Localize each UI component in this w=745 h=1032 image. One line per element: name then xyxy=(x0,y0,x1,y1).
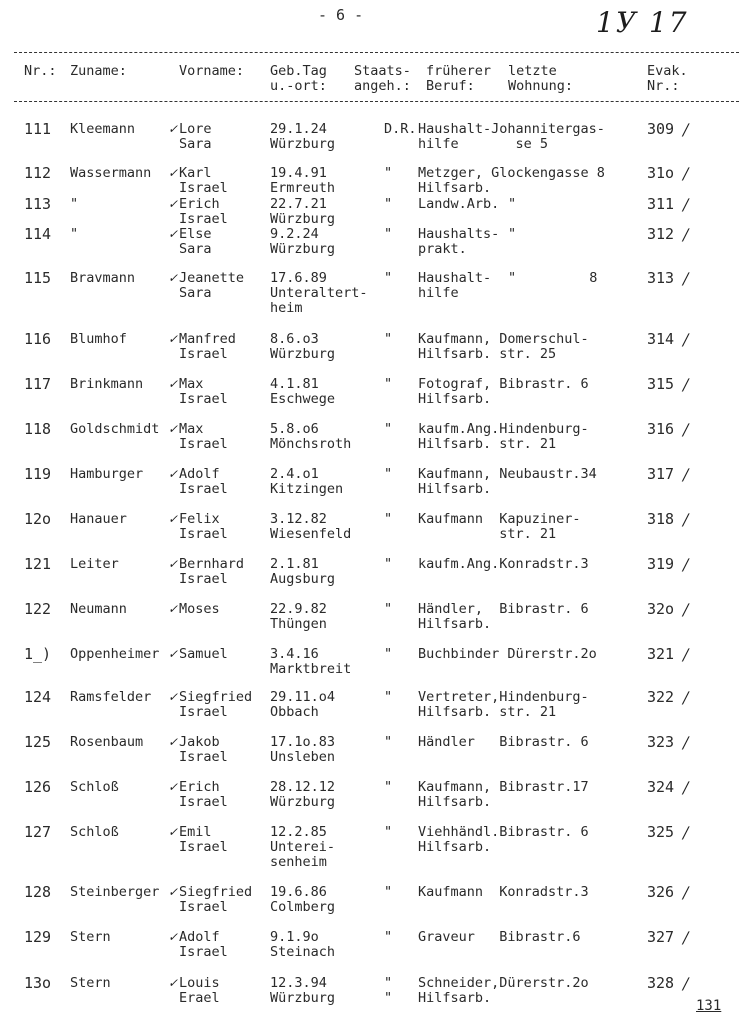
header-zuname: Zuname: xyxy=(70,63,127,79)
occupation-address: Händler, Bibrastr. 6 Hilfsarb. xyxy=(418,601,589,632)
citizenship: " xyxy=(384,270,393,286)
evacuation-number: 31o xyxy=(647,164,675,182)
first-name: Adolf Israel xyxy=(179,929,228,960)
first-name: Siegfried Israel xyxy=(179,689,253,720)
birth-date-place: 9.2.24 Würzburg xyxy=(270,226,336,257)
surname: Stern xyxy=(70,929,111,945)
last-address: " xyxy=(508,226,517,242)
checkmark-icon: ∕ xyxy=(683,733,689,752)
surname: Steinberger xyxy=(70,884,160,900)
citizenship: " xyxy=(384,556,393,572)
evacuation-number: 325 xyxy=(647,823,675,841)
checkmark-icon: ✓ xyxy=(168,647,179,661)
first-name: Felix Israel xyxy=(179,511,228,542)
birth-date-place: 8.6.o3 Würzburg xyxy=(270,331,336,362)
citizenship: " " xyxy=(384,975,393,1006)
surname: Goldschmidt xyxy=(70,421,160,437)
first-name: Samuel xyxy=(179,646,228,662)
checkmark-icon: ✓ xyxy=(168,122,179,136)
checkmark-icon: ✓ xyxy=(168,467,179,481)
evacuation-number: 314 xyxy=(647,330,675,348)
header-nr: Nr.: xyxy=(24,63,57,79)
row-number: 116 xyxy=(24,330,52,348)
evacuation-number: 32o xyxy=(647,600,675,618)
checkmark-icon: ∕ xyxy=(683,269,689,288)
checkmark-icon: ∕ xyxy=(683,330,689,349)
citizenship: " xyxy=(384,331,393,347)
checkmark-icon: ✓ xyxy=(168,885,179,899)
checkmark-icon: ✓ xyxy=(168,557,179,571)
citizenship: " xyxy=(384,511,393,527)
birth-date-place: 9.1.9o Steinach xyxy=(270,929,336,960)
evacuation-number: 319 xyxy=(647,555,675,573)
surname: Hamburger xyxy=(70,466,144,482)
checkmark-icon: ✓ xyxy=(168,271,179,285)
citizenship: " xyxy=(384,226,393,242)
first-name: Louis Erael xyxy=(179,975,220,1006)
checkmark-icon: ✓ xyxy=(168,422,179,436)
citizenship: " xyxy=(384,165,393,181)
row-number: 122 xyxy=(24,600,52,618)
row-number: 124 xyxy=(24,688,52,706)
surname: Leiter xyxy=(70,556,119,572)
birth-date-place: 2.1.81 Augsburg xyxy=(270,556,336,587)
occupation-address: Buchbinder Dürerstr.2o xyxy=(418,646,597,662)
surname: Bravmann xyxy=(70,270,136,286)
evacuation-number: 311 xyxy=(647,195,675,213)
row-number: 127 xyxy=(24,823,52,841)
checkmark-icon: ✓ xyxy=(168,166,179,180)
first-name: Max Israel xyxy=(179,421,228,452)
occupation-address: Kaufmann, Bibrastr.17 Hilfsarb. xyxy=(418,779,589,810)
first-name: Karl Israel xyxy=(179,165,228,196)
occupation-address: Händler Bibrastr. 6 xyxy=(418,734,589,750)
surname: Hanauer xyxy=(70,511,127,527)
citizenship: " xyxy=(384,646,393,662)
header-top-rule xyxy=(14,52,739,53)
checkmark-icon: ✓ xyxy=(168,825,179,839)
birth-date-place: 22.7.21 Würzburg xyxy=(270,196,336,227)
checkmark-icon: ∕ xyxy=(683,823,689,842)
surname: " xyxy=(70,226,79,242)
evacuation-number: 321 xyxy=(647,645,675,663)
first-name: Siegfried Israel xyxy=(179,884,253,915)
checkmark-icon: ✓ xyxy=(168,780,179,794)
citizenship: " xyxy=(384,376,393,392)
evacuation-number: 309 xyxy=(647,120,675,138)
checkmark-icon: ✓ xyxy=(168,512,179,526)
row-number: 1_) xyxy=(24,645,52,663)
occupation-address: kaufm.Ang.Konradstr.3 xyxy=(418,556,589,572)
citizenship: " xyxy=(384,601,393,617)
header-geb: Geb.Tag u.-ort: xyxy=(270,63,327,94)
checkmark-icon: ✓ xyxy=(168,930,179,944)
checkmark-icon: ∕ xyxy=(683,195,689,214)
surname: Blumhof xyxy=(70,331,127,347)
first-name: Lore Sara xyxy=(179,121,212,152)
row-number: 114 xyxy=(24,225,52,243)
header-staats: Staats- angeh.: xyxy=(354,63,411,94)
bottom-handwritten-number: 131 xyxy=(696,998,722,1014)
row-number: 121 xyxy=(24,555,52,573)
birth-date-place: 2.4.o1 Kitzingen xyxy=(270,466,344,497)
row-number: 13o xyxy=(24,974,52,992)
first-name: Max Israel xyxy=(179,376,228,407)
birth-date-place: 29.1.24 Würzburg xyxy=(270,121,336,152)
first-name: Emil Israel xyxy=(179,824,228,855)
first-name: Erich Israel xyxy=(179,196,228,227)
page-number: - 6 - xyxy=(318,6,364,24)
row-number: 12o xyxy=(24,510,52,528)
evacuation-number: 323 xyxy=(647,733,675,751)
birth-date-place: 19.6.86 Colmberg xyxy=(270,884,336,915)
occupation-address: Kaufmann Konradstr.3 xyxy=(418,884,589,900)
occupation-address: Graveur Bibrastr.6 xyxy=(418,929,581,945)
row-number: 128 xyxy=(24,883,52,901)
checkmark-icon: ∕ xyxy=(683,164,689,183)
row-number: 129 xyxy=(24,928,52,946)
citizenship: " xyxy=(384,421,393,437)
evacuation-number: 326 xyxy=(647,883,675,901)
first-name: Manfred Israel xyxy=(179,331,236,362)
occupation-address: Haushalts- prakt. xyxy=(418,226,500,257)
checkmark-icon: ∕ xyxy=(683,688,689,707)
handwritten-annotation: 1У 17 xyxy=(596,6,689,39)
checkmark-icon: ∕ xyxy=(683,778,689,797)
first-name: Jakob Israel xyxy=(179,734,228,765)
surname: " xyxy=(70,196,79,212)
checkmark-icon: ∕ xyxy=(683,465,689,484)
checkmark-icon: ∕ xyxy=(683,510,689,529)
surname: Stern xyxy=(70,975,111,991)
first-name: Else Sara xyxy=(179,226,212,257)
last-address: " xyxy=(508,196,517,212)
checkmark-icon: ∕ xyxy=(683,645,689,664)
citizenship: " xyxy=(384,689,393,705)
surname: Schloß xyxy=(70,824,119,840)
checkmark-icon: ∕ xyxy=(683,974,689,993)
occupation-address: Schneider,Dürerstr.2o Hilfsarb. xyxy=(418,975,589,1006)
checkmark-icon: ✓ xyxy=(168,690,179,704)
birth-date-place: 17.1o.83 Unsleben xyxy=(270,734,336,765)
birth-date-place: 29.11.o4 Obbach xyxy=(270,689,336,720)
evacuation-number: 315 xyxy=(647,375,675,393)
citizenship: " xyxy=(384,779,393,795)
surname: Rosenbaum xyxy=(70,734,144,750)
header-wohnung: letzte Wohnung: xyxy=(508,63,574,94)
surname: Ramsfelder xyxy=(70,689,152,705)
evacuation-number: 328 xyxy=(647,974,675,992)
header-beruf: früherer Beruf: xyxy=(426,63,492,94)
evacuation-number: 316 xyxy=(647,420,675,438)
citizenship: " xyxy=(384,734,393,750)
occupation-address: Viehhändl.Bibrastr. 6 Hilfsarb. xyxy=(418,824,589,855)
checkmark-icon: ✓ xyxy=(168,197,179,211)
first-name: Jeanette Sara xyxy=(179,270,245,301)
row-number: 126 xyxy=(24,778,52,796)
surname: Kleemann xyxy=(70,121,136,137)
first-name: Moses xyxy=(179,601,220,617)
checkmark-icon: ∕ xyxy=(683,555,689,574)
row-number: 115 xyxy=(24,269,52,287)
checkmark-icon: ∕ xyxy=(683,225,689,244)
evacuation-number: 317 xyxy=(647,465,675,483)
first-name: Bernhard Israel xyxy=(179,556,245,587)
birth-date-place: 17.6.89 Unteraltert- heim xyxy=(270,270,368,316)
surname: Neumann xyxy=(70,601,127,617)
birth-date-place: 3.12.82 Wiesenfeld xyxy=(270,511,352,542)
evacuation-number: 322 xyxy=(647,688,675,706)
row-number: 117 xyxy=(24,375,52,393)
occupation-address: Haushalt-Johannitergas- hilfe se 5 xyxy=(418,121,605,152)
surname: Schloß xyxy=(70,779,119,795)
birth-date-place: 3.4.16 Marktbreit xyxy=(270,646,352,677)
checkmark-icon: ✓ xyxy=(168,602,179,616)
citizenship: " xyxy=(384,824,393,840)
evacuation-number: 327 xyxy=(647,928,675,946)
checkmark-icon: ∕ xyxy=(683,883,689,902)
occupation-address: Haushalt- hilfe xyxy=(418,270,492,301)
surname: Oppenheimer xyxy=(70,646,160,662)
header-evak: Evak. Nr.: xyxy=(647,63,688,94)
row-number: 119 xyxy=(24,465,52,483)
first-name: Erich Israel xyxy=(179,779,228,810)
evacuation-number: 312 xyxy=(647,225,675,243)
occupation-address: kaufm.Ang.Hindenburg- Hilfsarb. str. 21 xyxy=(418,421,589,452)
birth-date-place: 12.3.94 Würzburg xyxy=(270,975,336,1006)
first-name: Adolf Israel xyxy=(179,466,228,497)
birth-date-place: 4.1.81 Eschwege xyxy=(270,376,336,407)
occupation-address: Vertreter,Hindenburg- Hilfsarb. str. 21 xyxy=(418,689,589,720)
checkmark-icon: ∕ xyxy=(683,928,689,947)
checkmark-icon: ∕ xyxy=(683,120,689,139)
occupation-address: Kaufmann, Neubaustr.34 Hilfsarb. xyxy=(418,466,597,497)
evacuation-number: 324 xyxy=(647,778,675,796)
row-number: 125 xyxy=(24,733,52,751)
row-number: 112 xyxy=(24,164,52,182)
birth-date-place: 22.9.82 Thüngen xyxy=(270,601,327,632)
header-bottom-rule xyxy=(14,101,739,102)
citizenship: " xyxy=(384,196,393,212)
citizenship: " xyxy=(384,929,393,945)
checkmark-icon: ✓ xyxy=(168,332,179,346)
checkmark-icon: ∕ xyxy=(683,420,689,439)
occupation-address: Landw.Arb. xyxy=(418,196,500,212)
surname: Brinkmann xyxy=(70,376,144,392)
checkmark-icon: ∕ xyxy=(683,375,689,394)
header-vorname: Vorname: xyxy=(179,63,245,79)
citizenship: " xyxy=(384,466,393,482)
surname: Wassermann xyxy=(70,165,152,181)
occupation-address: Metzger, Glockengasse 8 Hilfsarb. xyxy=(418,165,605,196)
occupation-address: Fotograf, Bibrastr. 6 Hilfsarb. xyxy=(418,376,589,407)
birth-date-place: 12.2.85 Unterei- senheim xyxy=(270,824,336,870)
row-number: 111 xyxy=(24,120,52,138)
evacuation-number: 318 xyxy=(647,510,675,528)
birth-date-place: 19.4.91 Ermreuth xyxy=(270,165,336,196)
row-number: 113 xyxy=(24,195,52,213)
birth-date-place: 28.12.12 Würzburg xyxy=(270,779,336,810)
birth-date-place: 5.8.o6 Mönchsroth xyxy=(270,421,352,452)
occupation-address: Kaufmann, Domerschul- Hilfsarb. str. 25 xyxy=(418,331,589,362)
citizenship: " xyxy=(384,884,393,900)
checkmark-icon: ✓ xyxy=(168,976,179,990)
checkmark-icon: ✓ xyxy=(168,735,179,749)
occupation-address: Kaufmann Kapuziner- str. 21 xyxy=(418,511,581,542)
checkmark-icon: ✓ xyxy=(168,227,179,241)
checkmark-icon: ∕ xyxy=(683,600,689,619)
row-number: 118 xyxy=(24,420,52,438)
checkmark-icon: ✓ xyxy=(168,377,179,391)
citizenship: D.R. xyxy=(384,121,417,137)
last-address: " 8 xyxy=(508,270,598,286)
evacuation-number: 313 xyxy=(647,269,675,287)
